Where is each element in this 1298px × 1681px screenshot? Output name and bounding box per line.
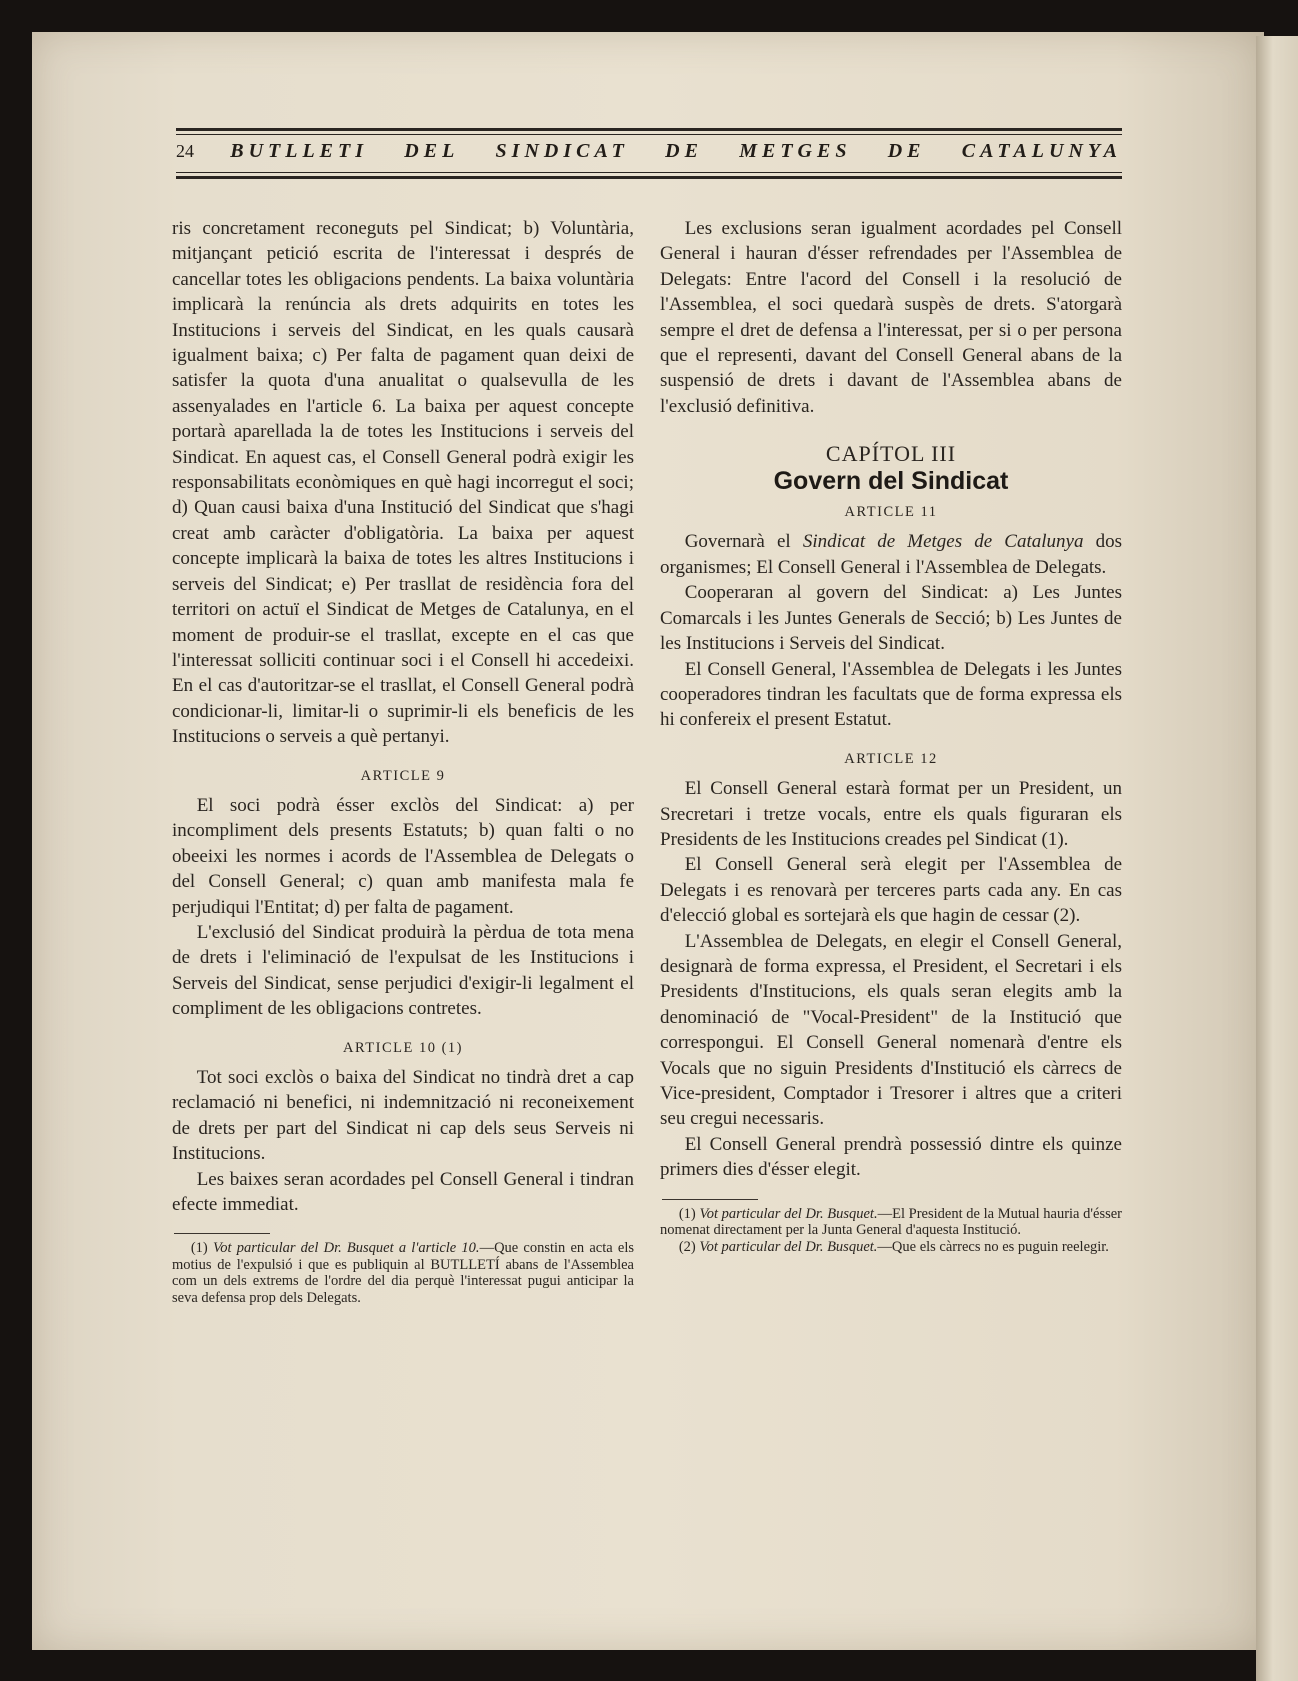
article-heading: ARTICLE 12	[844, 750, 938, 767]
paragraph: Tot soci exclòs o baixa del Sindicat no tindrà dret a cap reclamació ni benefici, ni indemnització ni reconeixement de drets per part del Sindicat ni cap dels seus Serveis ni Institucions.	[172, 1067, 634, 1165]
paragraph: ris concretament reconeguts pel Sindicat; b) Voluntària, mitjançant petició escrita de l'interessat i després de cancellar totes les obligacions pendents. La baixa voluntària implicarà la renúncia als drets adquirits en totes les Institucions i serveis del Sindicat, en les quals causarà igualment baixa; c) Per falta de pagament quan deixi de satisfer la quota d'una anualitat o qualsevulla de les assenyalades en l'article 6. La baixa per aquest concepte portarà aparellada la de totes les Institucions i serveis del Sindicat. En aquest cas, el Consell General podrà exigir les responsabilitats econòmiques en què hagi incorregut el soci; d) Quan causi baixa d'una Institució del Sindicat que s'hagi creat amb caràcter d'obligatòria. La baixa per aquest concepte implicarà la baixa de totes les altres Institucions i serveis del Sindicat; e) Per trasllat de residència fora del territori on actuï el Sindicat de Metges de Catalunya, en el moment de produir-se el trasllat, excepte en el cas que l'interessat solliciti continuar soci i el Consell hi accedeixi. En el cas d'autoritzar-se el trasllat, el Consell General podrà condicionar-li, limitar-li o suprimir-li els beneficis de les Institucions o serveis a què pertanyi.	[172, 218, 634, 748]
article-heading: ARTICLE 10 (1)	[342, 1039, 463, 1056]
footnote-mark: (1)	[678, 1205, 696, 1222]
footnote-text: —Que els càrrecs no es puguin reelegir.	[877, 1238, 1109, 1255]
right-column	[660, 216, 1122, 1255]
page-edge	[1256, 36, 1298, 1681]
text-span: dos organismes; El Consell General i l'Assemblea de Delegats.	[660, 531, 1122, 578]
text-span: Governarà el	[684, 531, 803, 553]
header-rule-bottom-thin	[176, 172, 1122, 173]
paragraph: L'exclusió del Sindicat produirà la pèrdua de tota mena de drets i l'eliminació de l'expulsat de les Institucions i Serveis del Sindicat, sense perjudici d'exigir-li legalment el compliment de les obligacions contretes.	[172, 921, 634, 1020]
header-word: SINDICAT	[495, 140, 629, 162]
chapter-heading: CAPÍTOL III	[825, 441, 957, 467]
running-header	[176, 140, 1122, 170]
footnote-italic: Vot particular del Dr. Busquet.	[699, 1205, 878, 1222]
footnote	[660, 1206, 1122, 1239]
paragraph	[660, 529, 1122, 580]
header-rule-bottom	[176, 176, 1122, 179]
footnote-rule	[174, 1233, 270, 1234]
header-word: DE	[665, 140, 703, 162]
header-rule-top-thin	[176, 134, 1122, 135]
header-word: DEL	[404, 140, 460, 162]
italic-span: Sindicat de Metges de Catalunya	[802, 531, 1084, 553]
paragraph: Les baixes seran acordades pel Consell General i tindran efecte immediat.	[172, 1168, 634, 1216]
page-number: 24	[176, 141, 194, 161]
paragraph: El Consell General prendrà possessió dintre els quinze primers dies d'ésser elegit.	[660, 1133, 1122, 1181]
header-word: DE	[887, 140, 926, 162]
footnote-mark: (2)	[678, 1238, 696, 1255]
header-word: CATALUNYA	[961, 140, 1122, 162]
article-heading: ARTICLE 9	[360, 767, 446, 784]
footnote-italic: Vot particular del Dr. Busquet a l'article 10.	[212, 1240, 480, 1257]
footnote-italic: Vot particular del Dr. Busquet.	[699, 1238, 878, 1255]
article-heading: ARTICLE 11	[844, 504, 938, 521]
footnote-rule	[662, 1199, 758, 1200]
paragraph: Cooperaran al govern del Sindicat: a) Les Juntes Comarcals i les Juntes Generals de Secció; b) Les Juntes de les Institucions i Serveis del Sindicat.	[660, 582, 1122, 655]
header-word: METGES	[739, 140, 852, 162]
header-rule-top	[176, 128, 1122, 131]
paragraph: El soci podrà ésser exclòs del Sindicat: a) per incompliment dels presents Estatuts; b) quan falti o no obeeixi les normes i acords de l'Assemblea de Delegats o del Consell General; c) quan amb manifesta mala fe perjudiqui l'Entitat; d) per falta de pagament.	[172, 794, 634, 918]
paragraph: Les exclusions seran igualment acordades pel Consell General i hauran d'ésser refrendades per l'Assemblea de Delegats: Entre l'acord del Consell i la resolució de l'Assemblea, el soci quedarà suspès de drets. S'atorgarà sempre el dret de defensa a l'interessat, per si o per persona que el representi, davant del Consell General abans de la suspensió de drets i davant de l'Assemblea abans de l'exclusió definitiva.	[660, 218, 1122, 417]
footnote-text: —Que constin en acta els motius de l'expulsió i que es publiquin al BUTLLETÍ abans de l'Assemblea com un dels extrems de l'ordre del dia perquè l'interessat pugui anticipar la seva defensa prop dels Delegats.	[172, 1240, 634, 1306]
footnote-text: —El President de la Mutual hauria d'ésser nomenat directament per la Junta General d'aquesta Institució.	[660, 1205, 1123, 1239]
header-word: BUTLLETI	[230, 140, 369, 162]
paragraph: L'Assemblea de Delegats, en elegir el Consell General, designarà de forma expressa, el President, el Secretari i els Presidents d'Institucions, els quals seran elegits amb la denominació de "Vocal-President" de la Institució que correspongui. El Consell General nomenarà d'entre els Vocals que no siguin Presidents d'Institució els càrrecs de Vice-president, Comptador i Tresorer i altres que a criteri seu cregui necessaris.	[660, 930, 1122, 1130]
paragraph: El Consell General serà elegit per l'Assemblea de Delegats i es renovarà per terceres parts cada any. En cas d'elecció global es sortejarà els que hagin de cessar (2).	[660, 854, 1122, 927]
paragraph: El Consell General estarà format per un President, un Srecretari i tretze vocals, entre els quals figuraran els Presidents de les Institucions creades pel Sindicat (1).	[660, 778, 1122, 850]
footnote	[172, 1240, 634, 1306]
footnote	[660, 1239, 1122, 1256]
footnote-mark: (1)	[190, 1240, 208, 1257]
paragraph: El Consell General, l'Assemblea de Delegats i les Juntes cooperadores tindran les facultats que de forma expressa els hi confereix el present Estatut.	[660, 658, 1122, 731]
chapter-title: Govern del Sindicat	[773, 466, 1009, 495]
left-column	[172, 216, 634, 1306]
